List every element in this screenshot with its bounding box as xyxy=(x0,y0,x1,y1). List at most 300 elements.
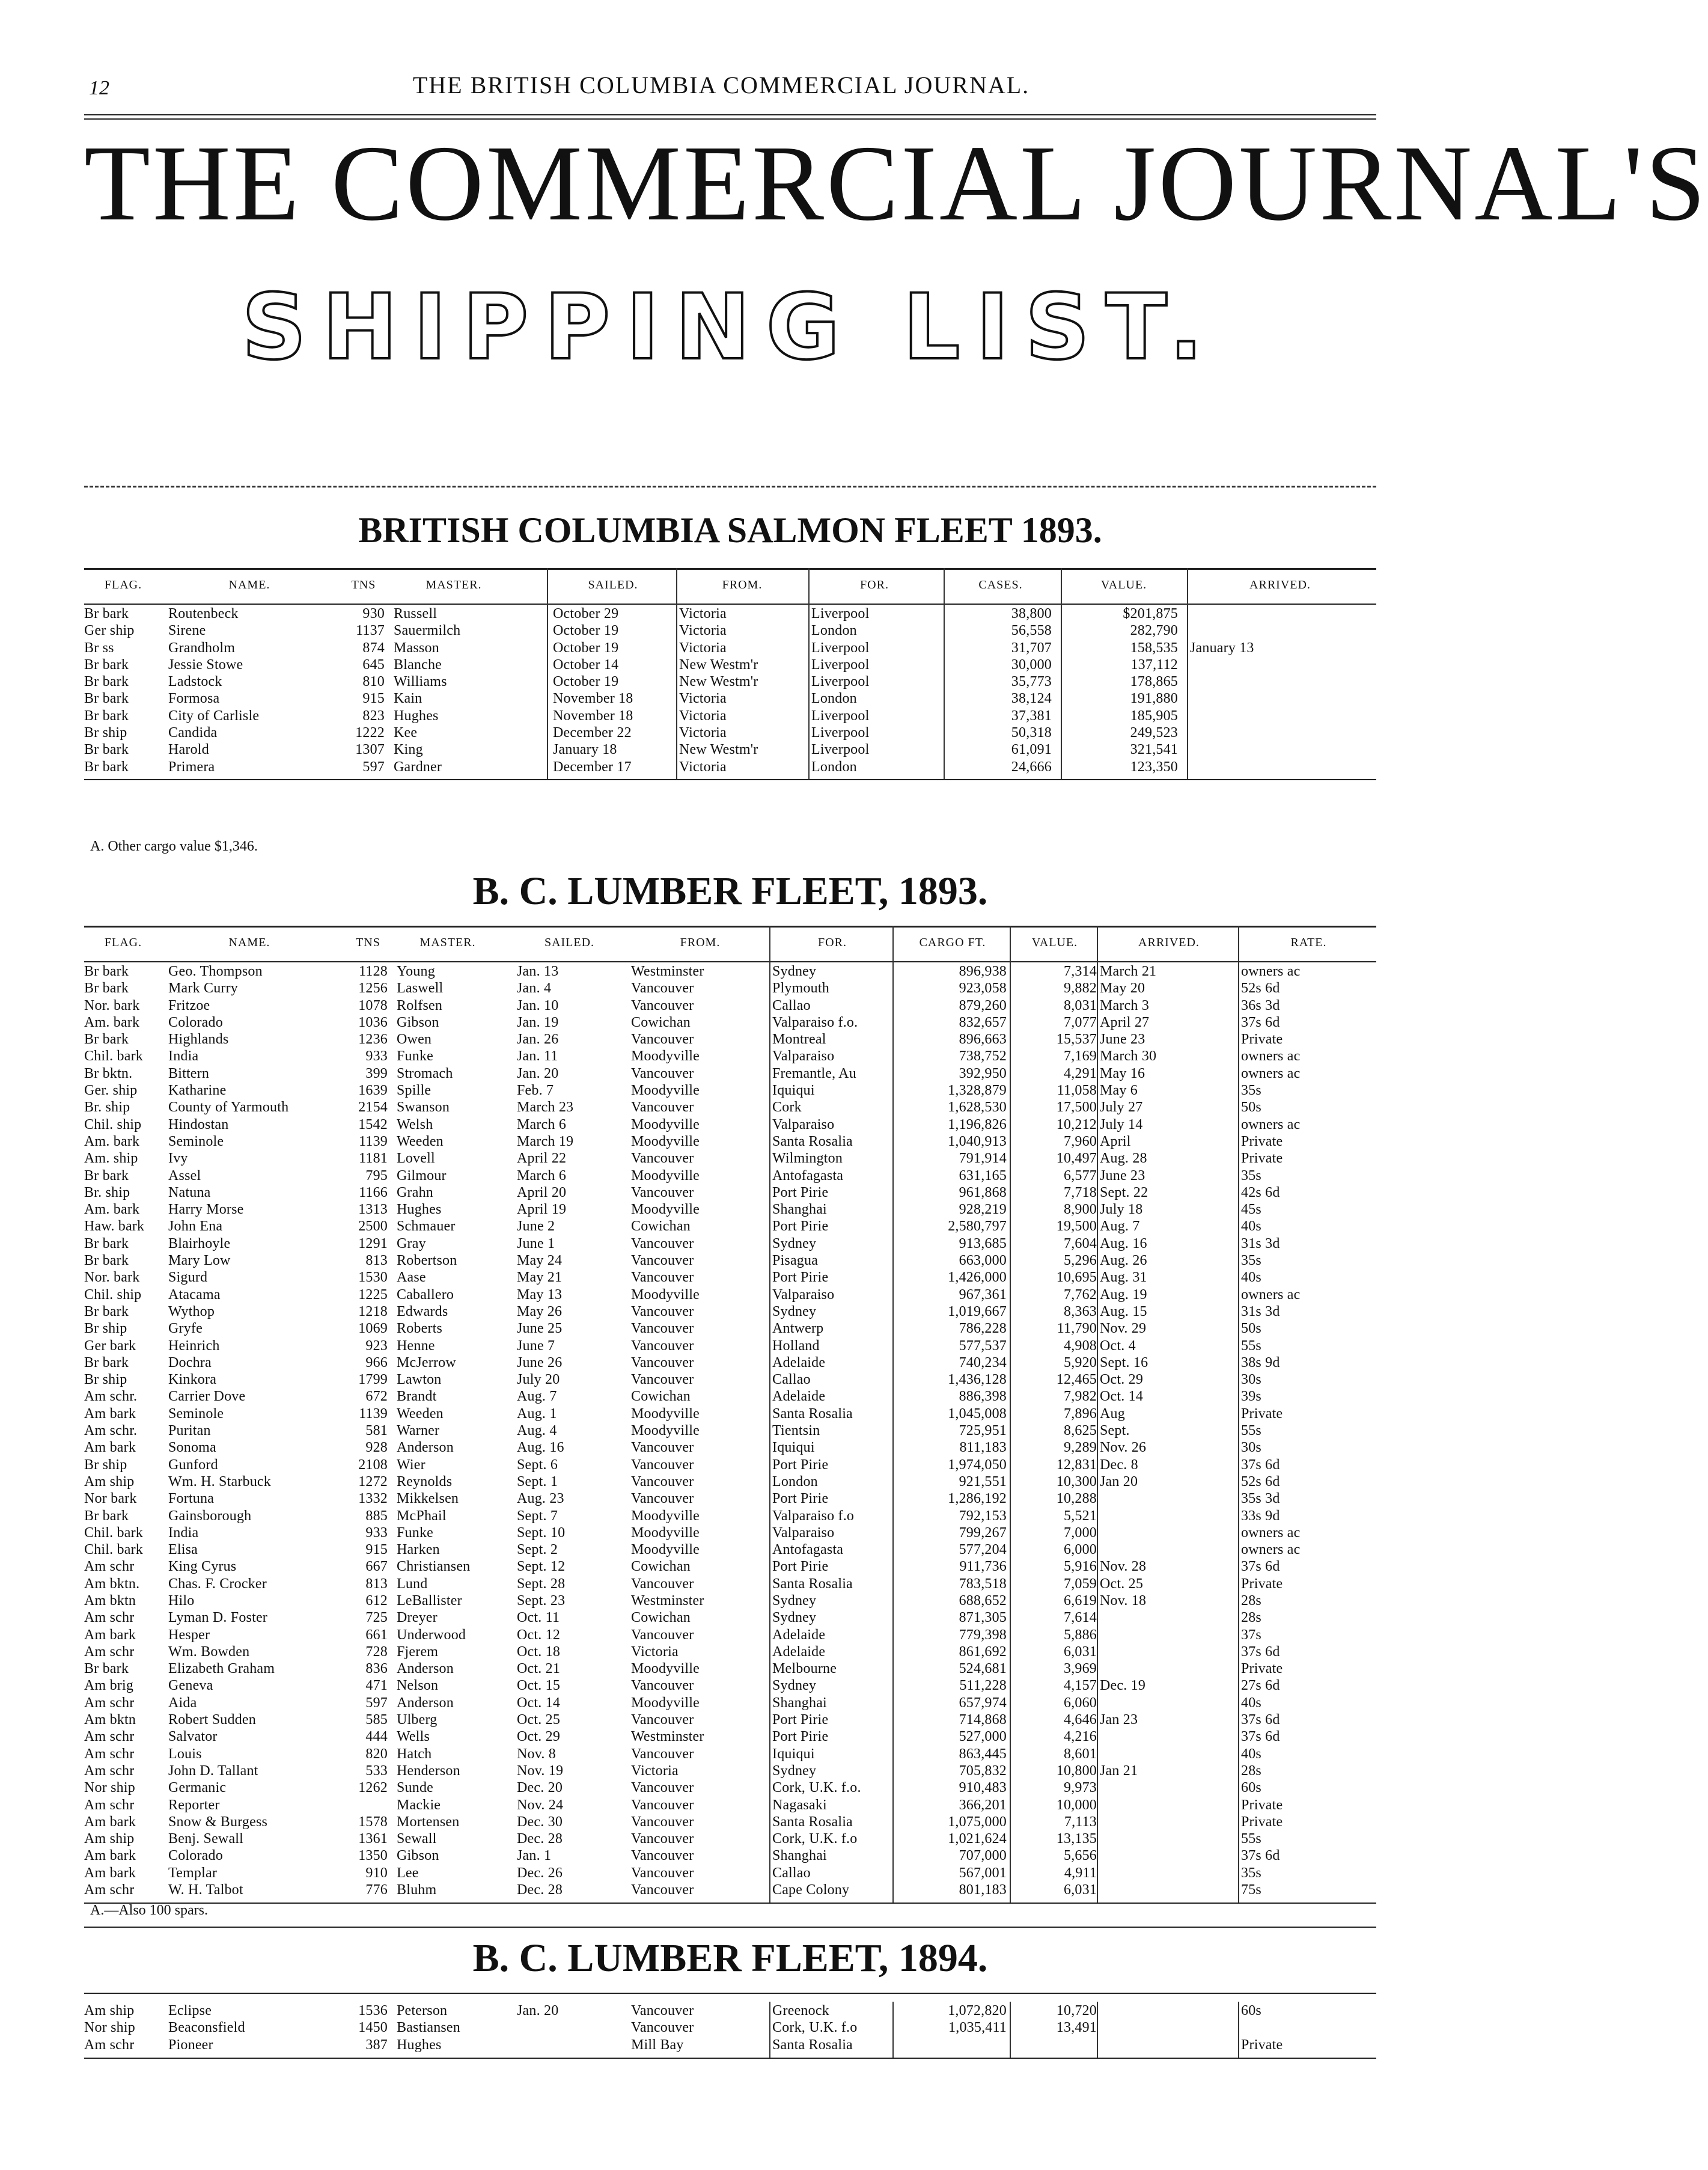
salmon-cell: New Westm'r xyxy=(679,656,758,673)
lumber93-cell: 688,652 xyxy=(959,1592,1007,1609)
lumber93-cell: 581 xyxy=(365,1423,388,1439)
lumber93-cell: Fortuna xyxy=(168,1491,215,1507)
lumber93-cell: Dec. 28 xyxy=(517,1831,563,1847)
lumber93-cell: Hatch xyxy=(397,1746,432,1762)
lumber93-cell: 11,058 xyxy=(1057,1083,1097,1099)
lumber93-cell: Vancouver xyxy=(631,1865,694,1881)
lumber93-cell: Seminole xyxy=(168,1405,224,1422)
lumber93-row xyxy=(84,1779,1376,1796)
lumber93-cell: Oct. 29 xyxy=(517,1729,561,1745)
lumber93-cell: 52s 6d xyxy=(1241,980,1280,997)
lumber93-row xyxy=(84,979,1376,996)
lumber93-cell: Moodyville xyxy=(631,1083,700,1099)
lumber93-cell: Am schr xyxy=(84,1610,135,1626)
lumber93-cell: Oct. 15 xyxy=(517,1678,561,1694)
lumber93-cell: Antofagasta xyxy=(772,1542,844,1558)
lumber93-cell: 37s 6d xyxy=(1241,1559,1280,1575)
lumber93-cell: Snow & Burgess xyxy=(168,1814,268,1830)
lumber94-cell: Eclipse xyxy=(168,2003,212,2019)
lumber93-cell: Aug. 23 xyxy=(517,1491,564,1507)
lumber93-cell: Nelson xyxy=(397,1678,439,1694)
lumber93-cell: Callao xyxy=(772,997,811,1013)
lumber93-cell: Jan. 20 xyxy=(517,1065,559,1081)
salmon-cell: October 14 xyxy=(553,656,619,673)
lumber93-cell: 5,521 xyxy=(1064,1508,1097,1524)
lumber93-cell: Sydney xyxy=(772,1592,817,1609)
lumber93-cell: Ger bark xyxy=(84,1337,136,1354)
salmon-header-cell: TNS xyxy=(351,578,376,591)
lumber93-cell: Am. bark xyxy=(84,1133,140,1149)
lumber93-cell: 786,228 xyxy=(959,1321,1007,1337)
lumber93-cell: 879,260 xyxy=(959,997,1007,1013)
lumber93-cell: April 22 xyxy=(517,1151,567,1167)
lumber93-row xyxy=(84,1490,1376,1506)
salmon-row xyxy=(84,724,1376,741)
salmon-row xyxy=(84,656,1376,673)
lumber-1893-footnote: A.—Also 100 spars. xyxy=(90,1903,208,1918)
lumber93-cell: Antofagasta xyxy=(772,1167,844,1184)
lumber93-cell: Aug. 16 xyxy=(517,1440,564,1456)
lumber93-cell: Gray xyxy=(397,1235,426,1252)
lumber93-cell: Moodyville xyxy=(631,1048,700,1065)
salmon-fleet-title: BRITISH COLUMBIA SALMON FLEET 1893. xyxy=(358,510,1102,550)
lumber93-cell: 28s xyxy=(1241,1762,1261,1779)
lumber93-cell: Templar xyxy=(168,1865,218,1881)
salmon-header-cell: FROM. xyxy=(722,578,763,591)
lumber93-cell: Jan. 26 xyxy=(517,1032,559,1048)
lumber93-cell: Wells xyxy=(397,1729,430,1745)
salmon-cell: Harold xyxy=(168,742,209,758)
lumber93-cell: Aug. 7 xyxy=(1100,1218,1140,1235)
salmon-cell: Victoria xyxy=(679,691,727,707)
lumber93-cell: July 27 xyxy=(1100,1099,1143,1116)
lumber93-cell: Aug. 15 xyxy=(1100,1303,1147,1319)
lumber93-cell: Sept. 2 xyxy=(517,1542,558,1558)
lumber93-cell: 9,289 xyxy=(1064,1440,1097,1456)
lumber93-cell: 10,212 xyxy=(1056,1116,1097,1132)
lumber93-cell: 7,614 xyxy=(1064,1610,1097,1626)
lumber93-cell: 5,916 xyxy=(1064,1559,1097,1575)
salmon-cell: 282,790 xyxy=(1130,623,1178,639)
lumber93-cell: Ger. ship xyxy=(84,1083,138,1099)
lumber93-cell: Wier xyxy=(397,1456,425,1473)
lumber93-cell: Oct. 4 xyxy=(1100,1337,1136,1354)
lumber93-cell: 10,695 xyxy=(1056,1270,1097,1286)
lumber93-cell: Private xyxy=(1241,1814,1283,1830)
lumber93-cell: Heinrich xyxy=(168,1337,220,1354)
lumber93-cell: Spille xyxy=(397,1083,432,1099)
lumber93-cell: 2154 xyxy=(358,1099,388,1116)
salmon-cell: 31,707 xyxy=(1011,640,1052,656)
salmon-cell: 823 xyxy=(362,708,385,724)
salmon-cell: Grandholm xyxy=(168,640,236,656)
lumber93-cell: Jan. 19 xyxy=(517,1014,559,1030)
lumber94-row xyxy=(84,2002,1376,2019)
lumber93-cell: 577,204 xyxy=(959,1542,1007,1558)
lumber93-cell: Sept. 22 xyxy=(1100,1184,1148,1200)
lumber93-cell: Westminster xyxy=(631,1729,704,1745)
lumber93-column-rule xyxy=(769,926,770,1903)
lumber93-cell: 7,960 xyxy=(1064,1133,1097,1149)
lumber93-cell: Assel xyxy=(168,1167,201,1184)
lumber93-cell: Katharine xyxy=(168,1083,227,1099)
salmon-cell: Kee xyxy=(394,725,418,741)
lumber93-cell: 1332 xyxy=(358,1491,388,1507)
lumber93-cell: 871,305 xyxy=(959,1610,1007,1626)
lumber93-cell: Swanson xyxy=(397,1099,450,1116)
lumber93-cell: Nov. 18 xyxy=(1100,1592,1147,1609)
lumber93-cell: 30s xyxy=(1241,1372,1261,1388)
lumber93-cell: 896,663 xyxy=(959,1032,1007,1048)
lumber93-cell: Br bark xyxy=(84,1253,129,1269)
lumber94-cell: 1536 xyxy=(358,2003,388,2019)
lumber93-cell: Gilmour xyxy=(397,1167,447,1184)
lumber93-cell: Vancouver xyxy=(631,1712,694,1728)
lumber93-row xyxy=(84,1796,1376,1813)
lumber93-cell: 667 xyxy=(365,1559,388,1575)
lumber93-row xyxy=(84,1507,1376,1524)
salmon-cell: Victoria xyxy=(679,759,727,775)
lumber93-cell: Benj. Sewall xyxy=(168,1831,244,1847)
lumber93-row xyxy=(84,1847,1376,1863)
lumber93-cell: Welsh xyxy=(397,1116,433,1132)
lumber94-cell: 10,720 xyxy=(1056,2003,1097,2019)
lumber94-cell: Am schr xyxy=(84,2037,135,2053)
salmon-cell: Victoria xyxy=(679,623,727,639)
lumber93-cell: Sept. 1 xyxy=(517,1473,558,1490)
lumber93-cell: Santa Rosalia xyxy=(772,1133,853,1149)
lumber93-cell: 1,328,879 xyxy=(948,1083,1007,1099)
lumber93-cell: Br bark xyxy=(84,1167,129,1184)
lumber93-cell: Vancouver xyxy=(631,1678,694,1694)
lumber93-row xyxy=(84,1422,1376,1438)
lumber93-cell: W. H. Talbot xyxy=(168,1882,243,1898)
lumber93-cell: Weeden xyxy=(397,1133,444,1149)
lumber93-cell: June 25 xyxy=(517,1321,563,1337)
salmon-column-rule xyxy=(1061,568,1062,779)
salmon-cell: 915 xyxy=(362,691,385,707)
lumber93-cell: 1578 xyxy=(358,1814,388,1830)
lumber93-cell: Grahn xyxy=(397,1184,433,1200)
lumber93-cell: 533 xyxy=(365,1762,388,1779)
lumber93-cell: 7,314 xyxy=(1064,964,1097,979)
lumber93-cell: 8,031 xyxy=(1064,997,1097,1013)
lumber93-cell: 1069 xyxy=(358,1321,388,1337)
lumber93-cell: 8,900 xyxy=(1064,1202,1097,1218)
lumber93-cell: Am bktn. xyxy=(84,1576,140,1592)
lumber93-row xyxy=(84,1116,1376,1132)
lumber93-cell: 728 xyxy=(365,1643,388,1660)
lumber-1893-table xyxy=(84,926,1376,1898)
lumber93-cell: 811,183 xyxy=(959,1440,1007,1456)
lumber93-cell: 60s xyxy=(1241,1780,1261,1796)
lumber93-cell: June 23 xyxy=(1100,1032,1145,1048)
lumber93-cell: Sydney xyxy=(772,1762,817,1779)
lumber93-cell: Warner xyxy=(397,1423,440,1439)
lumber93-cell: 7,113 xyxy=(1064,1814,1097,1830)
lumber93-row xyxy=(84,1065,1376,1081)
lumber93-cell: Nagasaki xyxy=(772,1797,827,1813)
lumber93-row xyxy=(84,1541,1376,1557)
lumber93-cell: Nor ship xyxy=(84,1780,135,1796)
lumber93-cell: Aida xyxy=(168,1695,197,1711)
lumber93-cell: London xyxy=(772,1473,818,1490)
lumber93-cell: Aase xyxy=(397,1270,426,1286)
lumber93-cell: John D. Tallant xyxy=(168,1762,258,1779)
shipping-list-title: SHIPPING LIST. xyxy=(242,275,1219,380)
lumber93-cell: 7,718 xyxy=(1064,1184,1097,1200)
lumber94-column-rule xyxy=(1238,2002,1239,2058)
lumber93-cell: 35s xyxy=(1241,1865,1261,1881)
lumber93-cell: Br bark xyxy=(84,1661,129,1677)
lumber93-header-cell: ARRIVED. xyxy=(1138,936,1200,949)
lumber93-cell: Cowichan xyxy=(631,1218,691,1235)
lumber93-cell: 863,445 xyxy=(959,1746,1007,1762)
lumber93-header-cell: SAILED. xyxy=(544,936,595,949)
lumber93-cell: Chil. bark xyxy=(84,1542,143,1558)
lumber93-cell: 896,938 xyxy=(959,964,1007,979)
salmon-cell: Br bark xyxy=(84,674,129,690)
lumber93-cell: Victoria xyxy=(631,1643,679,1660)
lumber93-cell: Sigurd xyxy=(168,1270,208,1286)
lumber93-cell: 910,483 xyxy=(959,1780,1007,1796)
lumber93-cell: Moodyville xyxy=(631,1405,700,1422)
lumber93-cell: Port Pirie xyxy=(772,1456,829,1473)
lumber93-cell: 1236 xyxy=(358,1032,388,1048)
lumber93-cell: 4,646 xyxy=(1064,1712,1097,1728)
lumber93-cell: Vancouver xyxy=(631,1235,694,1252)
lumber93-cell: Jan. 11 xyxy=(517,1048,558,1065)
lumber93-cell: Moodyville xyxy=(631,1508,700,1524)
lumber93-cell: 2108 xyxy=(358,1456,388,1473)
lumber93-cell: Valparaiso xyxy=(772,1524,835,1541)
lumber93-cell: Valparaiso xyxy=(772,1048,835,1065)
lumber93-header-cell: FOR. xyxy=(818,936,847,949)
lumber93-cell: Private xyxy=(1241,1797,1283,1813)
lumber93-cell: 8,363 xyxy=(1064,1303,1097,1319)
lumber93-cell: Iquiqui xyxy=(772,1440,815,1456)
salmon-header-cell: FLAG. xyxy=(104,578,142,591)
lumber93-cell: Am bark xyxy=(84,1814,136,1830)
lumber93-cell: 4,291 xyxy=(1064,1065,1097,1081)
lumber93-cell: Br bark xyxy=(84,964,129,979)
lumber93-row xyxy=(84,997,1376,1013)
lumber93-cell: Port Pirie xyxy=(772,1184,829,1200)
lumber93-cell: Anderson xyxy=(397,1440,454,1456)
lumber93-cell: Montreal xyxy=(772,1032,826,1048)
lumber93-cell: 795 xyxy=(365,1167,388,1184)
salmon-cell: Ger ship xyxy=(84,623,135,639)
section-rule-2 xyxy=(84,1927,1376,1928)
lumber93-cell: Fremantle, Au xyxy=(772,1065,856,1081)
lumber93-cell: Vancouver xyxy=(631,1848,694,1864)
lumber93-cell: 1,045,008 xyxy=(948,1405,1007,1422)
lumber93-cell: Private xyxy=(1241,1576,1283,1592)
lumber93-cell: April 19 xyxy=(517,1202,567,1218)
lumber93-cell: Moodyville xyxy=(631,1695,700,1711)
lumber93-cell: Vancouver xyxy=(631,1303,694,1319)
lumber93-cell: Robert Sudden xyxy=(168,1712,256,1728)
lumber93-cell: Sydney xyxy=(772,1235,817,1252)
lumber93-cell: 725 xyxy=(365,1610,388,1626)
lumber93-cell: Moodyville xyxy=(631,1167,700,1184)
lumber93-cell: 7,896 xyxy=(1064,1405,1097,1422)
lumber93-cell: Gainsborough xyxy=(168,1508,252,1524)
lumber93-cell: 399 xyxy=(365,1065,388,1081)
lumber94-cell: Peterson xyxy=(397,2003,448,2019)
lumber93-cell: June 7 xyxy=(517,1337,555,1354)
lumber93-cell: 5,920 xyxy=(1064,1354,1097,1371)
lumber93-cell: Hesper xyxy=(168,1627,210,1643)
lumber93-cell: 17,500 xyxy=(1056,1099,1097,1116)
lumber93-cell: India xyxy=(168,1048,199,1065)
lumber93-cell: Mary Low xyxy=(168,1253,231,1269)
salmon-header-cell: SAILED. xyxy=(588,578,638,591)
lumber93-cell: 10,288 xyxy=(1056,1491,1097,1507)
salmon-header-cell: CASES. xyxy=(978,578,1023,591)
lumber93-cell: Young xyxy=(397,964,435,979)
lumber93-cell: Sept. 10 xyxy=(517,1524,566,1541)
lumber93-cell: 8,601 xyxy=(1064,1746,1097,1762)
salmon-row xyxy=(84,707,1376,724)
lumber93-cell: Lovell xyxy=(397,1151,435,1167)
lumber93-cell: 7,169 xyxy=(1064,1048,1097,1065)
lumber93-cell: 37s 6d xyxy=(1241,1848,1280,1864)
lumber93-row xyxy=(84,1643,1376,1660)
lumber93-cell: 961,868 xyxy=(959,1184,1007,1200)
lumber-1894-title: B. C. LUMBER FLEET, 1894. xyxy=(472,1936,988,1980)
salmon-cell: Victoria xyxy=(679,640,727,656)
lumber93-cell: Adelaide xyxy=(772,1627,826,1643)
lumber93-cell: 910 xyxy=(365,1865,388,1881)
lumber93-cell: Hindostan xyxy=(168,1116,229,1132)
salmon-cell: 1307 xyxy=(355,742,385,758)
lumber93-cell: 1639 xyxy=(358,1083,388,1099)
lumber93-cell: Carrier Dove xyxy=(168,1389,246,1405)
lumber93-cell: owners ac xyxy=(1241,1524,1301,1541)
lumber94-cell: Nor ship xyxy=(84,2020,135,2036)
lumber93-header-cell: VALUE. xyxy=(1031,936,1078,949)
lumber93-cell: May 21 xyxy=(517,1270,563,1286)
lumber93-cell: Dec. 8 xyxy=(1100,1456,1138,1473)
lumber93-cell: Highlands xyxy=(168,1032,229,1048)
lumber93-header-cell: FLAG. xyxy=(104,936,142,949)
lumber93-cell: 7,604 xyxy=(1064,1235,1097,1252)
salmon-cell: 158,535 xyxy=(1130,640,1178,656)
salmon-row xyxy=(84,689,1376,706)
lumber93-cell: Wm. H. Starbuck xyxy=(168,1473,271,1490)
lumber93-cell: Sydney xyxy=(772,1303,817,1319)
lumber93-cell: 38s 9d xyxy=(1241,1354,1280,1371)
lumber93-cell: April 27 xyxy=(1100,1014,1150,1030)
salmon-cell: 30,000 xyxy=(1011,656,1052,673)
lumber93-cell: Iquiqui xyxy=(772,1746,815,1762)
lumber93-row xyxy=(84,1676,1376,1693)
lumber93-column-rule xyxy=(1238,926,1239,1903)
lumber93-cell: 1,021,624 xyxy=(948,1831,1007,1847)
lumber94-row xyxy=(84,2036,1376,2053)
salmon-cell: 874 xyxy=(362,640,385,656)
lumber93-cell: Brandt xyxy=(397,1389,437,1405)
lumber93-cell: 4,911 xyxy=(1064,1865,1097,1881)
lumber93-row xyxy=(84,1319,1376,1336)
salmon-cell: Masson xyxy=(394,640,439,656)
lumber94-cell: Jan. 20 xyxy=(517,2003,559,2019)
lumber93-cell: Owen xyxy=(397,1032,432,1048)
lumber94-cell: Greenock xyxy=(772,2003,829,2019)
lumber93-cell: Harry Morse xyxy=(168,1202,244,1218)
lumber93-cell: Atacama xyxy=(168,1286,221,1303)
lumber93-cell: 631,165 xyxy=(959,1167,1007,1184)
lumber93-cell: 1,019,667 xyxy=(948,1303,1007,1319)
lumber94-cell: Mill Bay xyxy=(631,2037,684,2053)
lumber93-cell: Vancouver xyxy=(631,1184,694,1200)
lumber93-cell: Westminster xyxy=(631,1592,704,1609)
lumber93-cell: 597 xyxy=(365,1695,388,1711)
lumber93-cell: Vancouver xyxy=(631,997,694,1013)
salmon-column-rule xyxy=(676,568,677,779)
lumber93-cell: 37s 6d xyxy=(1241,1014,1280,1030)
salmon-cell: 1222 xyxy=(355,725,385,741)
lumber93-cell: Oct. 25 xyxy=(1100,1576,1144,1592)
lumber93-cell: 12,831 xyxy=(1056,1456,1097,1473)
lumber93-cell: Ulberg xyxy=(397,1712,438,1728)
lumber93-header-cell: RATE. xyxy=(1290,936,1327,949)
lumber93-cell: 1799 xyxy=(358,1372,388,1388)
lumber93-cell: Jan. 1 xyxy=(517,1848,552,1864)
salmon-cell: London xyxy=(811,691,857,707)
lumber93-cell: 35s xyxy=(1241,1167,1261,1184)
lumber93-cell: 776 xyxy=(365,1882,388,1898)
lumber94-cell: Am ship xyxy=(84,2003,135,2019)
lumber93-cell: Chil. bark xyxy=(84,1048,143,1065)
lumber93-cell: March 6 xyxy=(517,1167,567,1184)
lumber93-cell: Jan. 10 xyxy=(517,997,559,1013)
lumber93-row xyxy=(84,1524,1376,1541)
lumber93-cell: Wm. Bowden xyxy=(168,1643,250,1660)
lumber93-cell: Anderson xyxy=(397,1695,454,1711)
lumber93-cell: Vancouver xyxy=(631,1491,694,1507)
salmon-cell: 597 xyxy=(362,759,385,775)
lumber93-cell: Louis xyxy=(168,1746,202,1762)
lumber93-cell: Sept. 23 xyxy=(517,1592,566,1609)
salmon-cell: Br bark xyxy=(84,708,129,724)
lumber93-cell: Am schr xyxy=(84,1762,135,1779)
lumber93-row xyxy=(84,1711,1376,1728)
lumber93-cell: Dec. 30 xyxy=(517,1814,563,1830)
lumber93-cell: 55s xyxy=(1241,1423,1261,1439)
lumber93-cell: 35s xyxy=(1241,1253,1261,1269)
lumber94-column-rule xyxy=(1097,2002,1098,2058)
salmon-header-row xyxy=(84,568,1376,605)
lumber93-row xyxy=(84,1881,1376,1898)
lumber93-cell: McPhail xyxy=(397,1508,447,1524)
lumber93-cell: Vancouver xyxy=(631,980,694,997)
lumber93-cell: 921,551 xyxy=(959,1473,1007,1490)
salmon-cell: Jessie Stowe xyxy=(168,656,243,673)
lumber93-cell: July 18 xyxy=(1100,1202,1143,1218)
lumber93-cell: Hughes xyxy=(397,1202,442,1218)
salmon-cell: Sirene xyxy=(168,623,206,639)
lumber93-cell: March 23 xyxy=(517,1099,574,1116)
lumber93-cell: 801,183 xyxy=(959,1882,1007,1898)
lumber93-cell: June 26 xyxy=(517,1354,563,1371)
lumber93-cell: 861,692 xyxy=(959,1643,1007,1660)
lumber93-cell: 19,500 xyxy=(1056,1218,1097,1235)
salmon-cell: Br bark xyxy=(84,656,129,673)
lumber93-cell: May 13 xyxy=(517,1286,563,1303)
lumber93-cell: Puritan xyxy=(168,1423,211,1439)
